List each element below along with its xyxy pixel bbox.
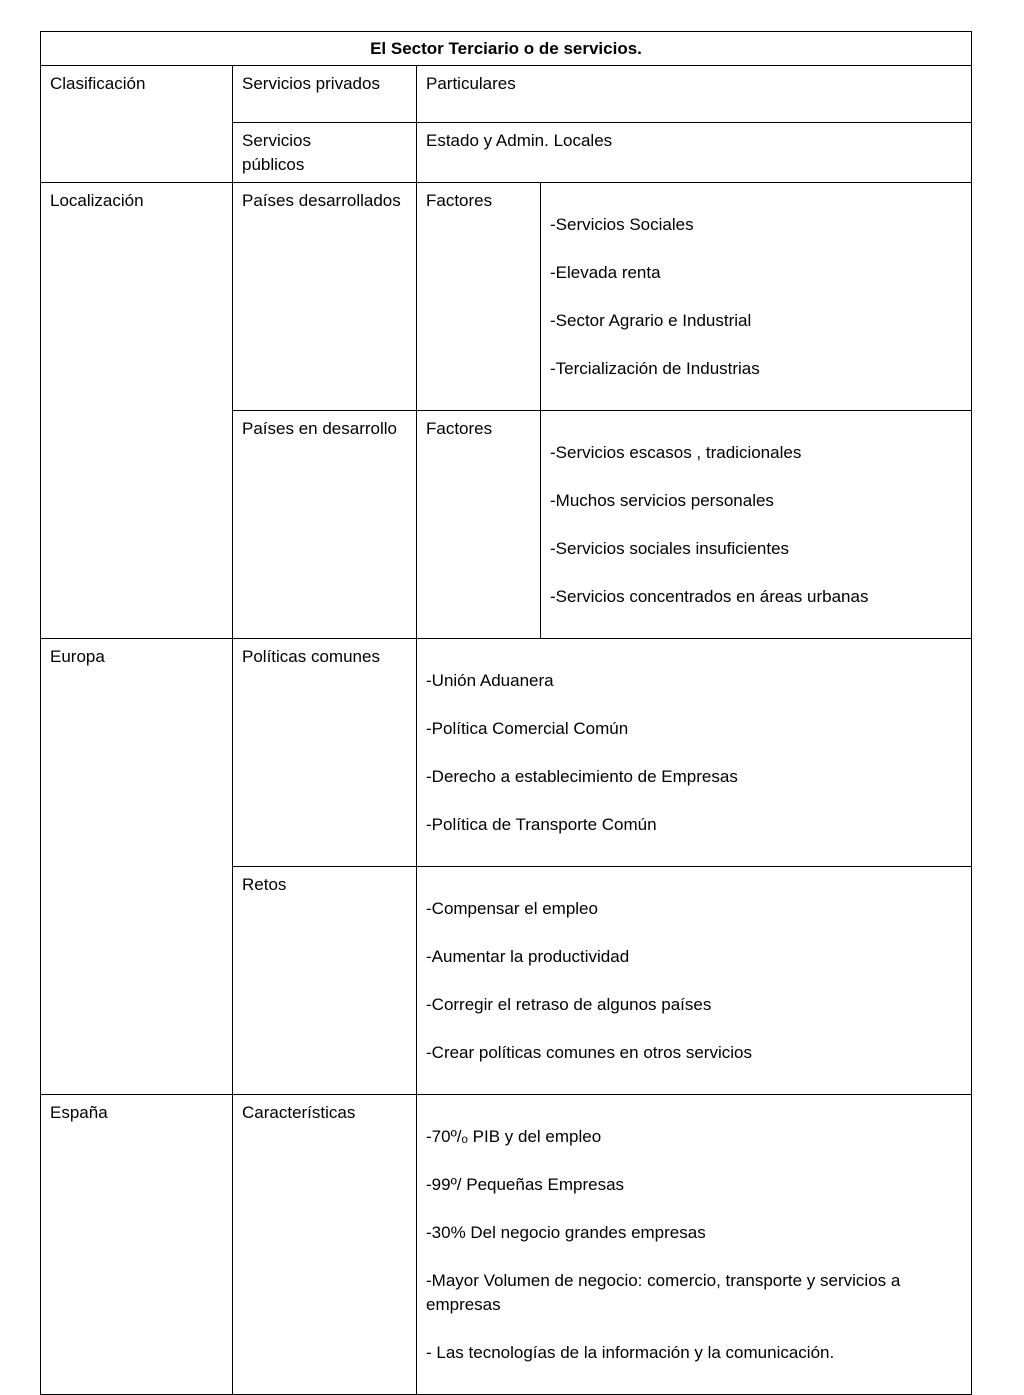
list-item: - Las tecnologías de la información y la comunicación. [426,1343,835,1362]
table-row [41,66,972,123]
list-item: -Servicios Sociales [550,215,694,234]
section-label-localizacion: Localización [41,183,233,639]
row-value-particulares: Particulares [417,66,972,123]
table-title: El Sector Terciario o de servicios. [41,32,972,66]
section-label-europa: Europa [41,639,233,1095]
list-item: -Corregir el retraso de algunos países [426,995,712,1014]
section-label-clasificacion: Clasificación [41,66,233,183]
list-item: -30% Del negocio grandes empresas [426,1223,706,1242]
factores-label: Factores [417,411,541,639]
list-item: -Política Comercial Común [426,719,629,738]
list-item: -Elevada renta [550,263,661,282]
retos-list [417,867,972,1095]
list-item: -Compensar el empleo [426,899,598,918]
list-item: -Servicios concentrados en áreas urbanas [550,587,869,606]
list-item: -Unión Aduanera [426,671,554,690]
row-value-estado: Estado y Admin. Locales [417,123,972,183]
row-label-retos: Retos [233,867,417,1095]
list-item: -Sector Agrario e Industrial [550,311,752,330]
list-item: -Crear políticas comunes en otros servicios [426,1043,752,1062]
list-item: -Servicios sociales insuficientes [550,539,790,558]
list-item: -Aumentar la productividad [426,947,630,966]
factores-label: Factores [417,183,541,411]
table-row [41,183,972,411]
factores-list-desarrollo [541,411,972,639]
table-row [41,639,972,867]
list-item: -Muchos servicios personales [550,491,774,510]
row-label-servicios-publicos: Servicios públicos [233,123,417,183]
table-title-row [41,32,972,66]
list-item: -Mayor Volumen de negocio: comercio, transporte y servicios a empresas [426,1271,901,1314]
section-label-espana: España [41,1095,233,1395]
list-item: -Política de Transporte Común [426,815,657,834]
caracteristicas-list [417,1095,972,1395]
row-label-paises-en-desarrollo: Países en desarrollo [233,411,417,639]
row-label-politicas-comunes: Políticas comunes [233,639,417,867]
row-label-caracteristicas: Características [233,1095,417,1395]
table-row [41,1095,972,1395]
list-item: -99º/ Pequeñas Empresas [426,1175,625,1194]
list-item: -Servicios escasos , tradicionales [550,443,802,462]
politicas-list [417,639,972,867]
list-item: -Tercialización de Industrias [550,359,760,378]
row-label-paises-desarrollados: Países desarrollados [233,183,417,411]
row-label-servicios-privados: Servicios privados [233,66,417,123]
sector-terciario-table [40,31,972,1395]
list-item: -Derecho a establecimiento de Empresas [426,767,738,786]
factores-list-desarrollados [541,183,972,411]
list-item: -70º/ₒ PIB y del empleo [426,1127,602,1146]
